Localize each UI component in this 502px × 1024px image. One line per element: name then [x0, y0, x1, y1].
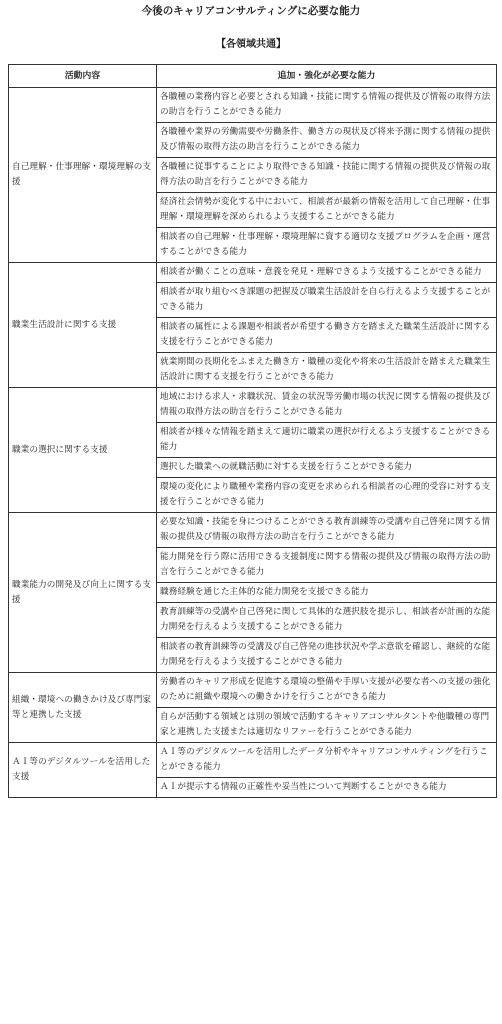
- ability-cell: 相談者が働くことの意味・意義を発見・理解できるよう支援することができる能力: [157, 263, 497, 283]
- category-cell: ＡＩ等のデジタルツールを活用した支援: [9, 743, 157, 798]
- ability-cell: 各職種に従事することにより取得できる知識・技能に関する情報の提供及び情報の取得方法の助言を行うことができる能力: [157, 158, 497, 193]
- ability-cell: 教育訓練等の受講や自己啓発に関して具体的な選択肢を提示し、相談者が計画的な能力開発を行えるよう支援することができる能力: [157, 603, 497, 638]
- ability-cell: 相談者の自己理解・仕事理解・環境理解に資する適切な支援プログラムを企画・運営することができる能力: [157, 228, 497, 263]
- header-activity: 活動内容: [9, 65, 157, 88]
- table-row: [9, 263, 497, 283]
- ability-cell: ＡＩ等のデジタルツールを活用したデータ分析やキャリアコンサルティングを行うことができる能力: [157, 743, 497, 778]
- table-header-row: [9, 65, 497, 88]
- table-row: [9, 673, 497, 708]
- ability-cell: 相談者が様々な情報を踏まえて適切に職業の選択が行えるよう支援することができる能力: [157, 423, 497, 458]
- ability-cell: 相談者の教育訓練等の受講及び自己啓発の進捗状況や学ぶ意欲を確認し、継続的な能力開発を行えるよう支援することができる能力: [157, 638, 497, 673]
- category-cell: 職業生活設計に関する支援: [9, 263, 157, 388]
- category-cell: 自己理解・仕事理解・環境理解の支援: [9, 88, 157, 263]
- table-header: [9, 65, 497, 88]
- ability-cell: 相談者の属性による課題や相談者が希望する働き方を踏まえた職業生活設計に関する支援を行うことができる能力: [157, 318, 497, 353]
- ability-cell: 選択した職業への就職活動に対する支援を行うことができる能力: [157, 458, 497, 478]
- table-row: [9, 88, 497, 123]
- ability-cell: 必要な知識・技能を身につけることができる教育訓練等の受講や自己啓発に関する情報の提供及び情報の取得方法の助言を行うことができる能力: [157, 513, 497, 548]
- category-cell: 組織・環境への働きかけ及び専門家等と連携した支援: [9, 673, 157, 743]
- ability-cell: 経済社会情勢が変化する中において、相談者が最新の情報を活用して自己理解・仕事理解・環境理解を深められるよう支援することができる能力: [157, 193, 497, 228]
- ability-cell: 相談者が取り組むべき課題の把握及び職業生活設計を自ら行えるよう支援することができる能力: [157, 283, 497, 318]
- table-row: [9, 743, 497, 778]
- ability-cell: 職務経験を通じた主体的な能力開発を支援できる能力: [157, 583, 497, 603]
- ability-cell: 環境の変化により職種や業務内容の変更を求められる相談者の心理的受容に対する支援を行うことができる能力: [157, 478, 497, 513]
- ability-cell: 各職種の業務内容と必要とされる知識・技能に関する情報の提供及び情報の取得方法の助言を行うことができる能力: [157, 88, 497, 123]
- ability-cell: ＡＩが提示する情報の正確性や妥当性について判断することができる能力: [157, 778, 497, 798]
- ability-cell: 各職種や業界の労働需要や労働条件、働き方の現状及び将来予測に関する情報の提供及び情報の取得方法の助言を行うことができる能力: [157, 123, 497, 158]
- ability-cell: 労働者のキャリア形成を促進する環境の整備や手厚い支援が必要な者への支援の強化のために組織や環境への働きかけを行うことができる能力: [157, 673, 497, 708]
- ability-cell: 就業期間の長期化をふまえた働き方・職種の変化や将来の生活設計を踏まえた職業生活設計に関する支援を行うことができる能力: [157, 353, 497, 388]
- table-row: [9, 388, 497, 423]
- header-abilities: 追加・強化が必要な能力: [157, 65, 497, 88]
- page-title: 今後のキャリアコンサルティングに必要な能力: [141, 5, 361, 17]
- table-body: [9, 88, 497, 798]
- abilities-table: [8, 64, 497, 798]
- table-row: [9, 513, 497, 548]
- category-cell: 職業の選択に関する支援: [9, 388, 157, 513]
- category-cell: 職業能力の開発及び向上に関する支援: [9, 513, 157, 673]
- page-subtitle: 【各領域共通】: [216, 39, 286, 50]
- ability-cell: 地域における求人・求職状況、賃金の状況等労働市場の状況に関する情報の提供及び情報の取得方法の助言を行うことができる能力: [157, 388, 497, 423]
- ability-cell: 能力開発を行う際に活用できる支援制度に関する情報の提供及び情報の取得方法の助言を行うことができる能力: [157, 548, 497, 583]
- ability-cell: 自らが活動する領域とは別の領域で活動するキャリアコンサルタントや他職種の専門家と連携した支援または適切なリファーを行うことができる能力: [157, 708, 497, 743]
